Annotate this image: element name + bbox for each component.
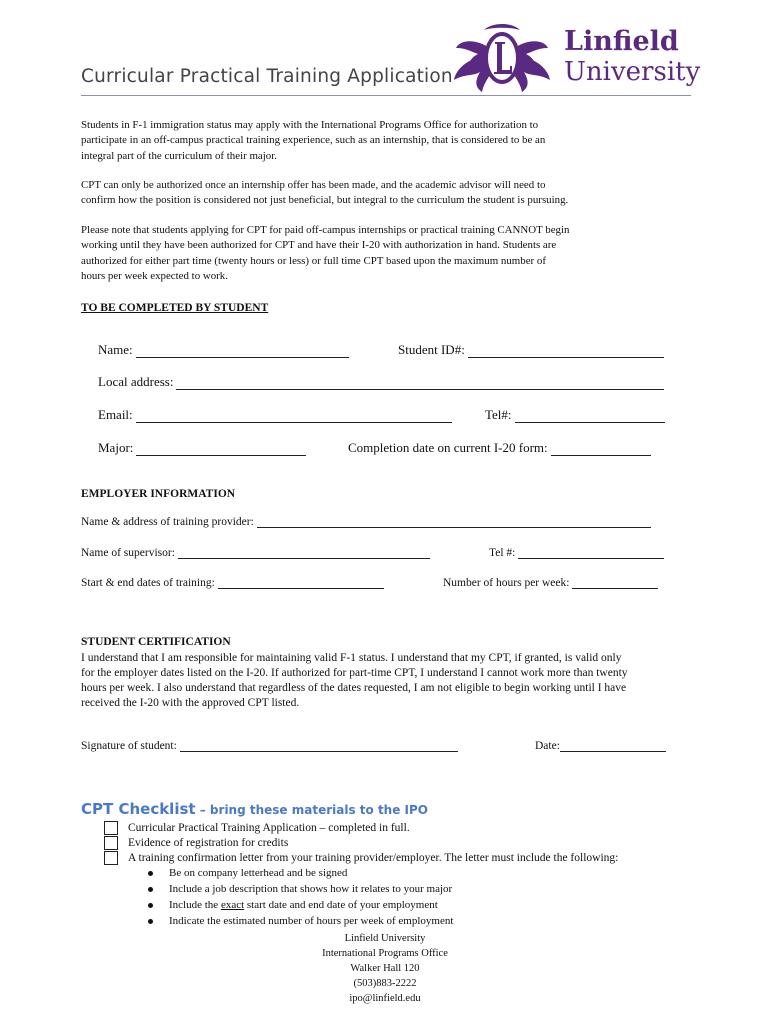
checklist-item-confirmation-letter[interactable]: [104, 850, 618, 865]
requirement-text: [169, 899, 438, 911]
intro-paragraph-1: [81, 118, 681, 164]
requirement-bullet: [148, 881, 452, 897]
bullet-icon: [148, 903, 153, 908]
completion-date-label: Completion date on current I-20 form:: [348, 440, 548, 455]
tel-input-line[interactable]: [515, 411, 665, 423]
checkbox[interactable]: [104, 851, 118, 865]
date-input-line[interactable]: [560, 740, 666, 752]
employer-section-heading: EMPLOYER INFORMATION: [81, 488, 236, 500]
employer-tel-field[interactable]: [489, 547, 664, 559]
local-address-input-line[interactable]: [176, 378, 664, 390]
employer-tel-input-line[interactable]: [518, 547, 664, 559]
requirement-bullet: [148, 865, 347, 881]
intro-line: confirm how the position is considered not just beneficial, but integral to the curriculum the student is pursuing.: [81, 194, 569, 207]
certification-line: hours per week. I also understand that regardless of the dates requested, I am not eligible to begin working until I have: [81, 682, 627, 694]
bullet-icon: [148, 871, 153, 876]
checklist-item-registration[interactable]: [104, 835, 288, 850]
name-field[interactable]: [98, 342, 349, 358]
tel-field[interactable]: [485, 407, 665, 423]
training-dates-input-line[interactable]: [218, 577, 384, 589]
employer-tel-label: Tel #:: [489, 547, 516, 559]
supervisor-label: Name of supervisor:: [81, 547, 175, 559]
supervisor-field[interactable]: [81, 547, 430, 559]
student-id-input-line[interactable]: [468, 346, 664, 358]
major-input-line[interactable]: [136, 444, 306, 456]
local-address-field[interactable]: [98, 374, 664, 390]
email-input-line[interactable]: [136, 411, 452, 423]
checklist-subtitle: – bring these materials to the IPO: [195, 803, 428, 817]
completion-date-field[interactable]: [348, 440, 651, 456]
training-dates-field[interactable]: [81, 577, 384, 589]
certification-line: received the I-20 with the approved CPT listed.: [81, 697, 300, 709]
footer-phone: (503)883-2222: [353, 978, 417, 989]
linfield-logo: [452, 18, 702, 96]
student-id-field[interactable]: [398, 342, 664, 358]
checklist-item-label: Curricular Practical Training Application – completed in full.: [128, 821, 410, 834]
intro-line: hours per week expected to work.: [81, 269, 228, 282]
requirement-text: Include a job description that shows how it relates to your major: [169, 883, 453, 895]
checkbox[interactable]: [104, 836, 118, 850]
intro-line: participate in an off-campus practical training experience, such as an internship, that is considered to be an: [81, 134, 546, 147]
name-label: Name:: [98, 342, 133, 357]
requirement-text: Be on company letterhead and be signed: [169, 867, 348, 879]
requirement-text: Indicate the estimated number of hours per week of employment: [169, 915, 454, 927]
training-provider-input-line[interactable]: [257, 516, 651, 528]
email-field[interactable]: [98, 407, 452, 423]
completion-date-input-line[interactable]: [551, 444, 651, 456]
logo-wordmark-university: University: [564, 57, 701, 87]
requirement-text-part: start date and end date of your employment: [244, 899, 438, 911]
intro-line: Students in F-1 immigration status may apply with the International Programs Office for authorization to: [81, 119, 539, 131]
checkbox[interactable]: [104, 821, 118, 835]
training-provider-label: Name & address of training provider:: [81, 516, 254, 528]
name-input-line[interactable]: [136, 346, 349, 358]
local-address-label: Local address:: [98, 374, 174, 389]
intro-line: CPT can only be authorized once an internship offer has been made, and the academic advisor will need to: [81, 179, 546, 191]
checklist-item-label: Evidence of registration for credits: [128, 836, 289, 849]
training-dates-label: Start & end dates of training:: [81, 577, 215, 589]
signature-field[interactable]: [81, 740, 458, 752]
certification-heading: STUDENT CERTIFICATION: [81, 636, 231, 648]
hours-per-week-input-line[interactable]: [572, 577, 658, 589]
footer-address: Walker Hall 120: [350, 963, 420, 974]
email-label: Email:: [98, 407, 133, 422]
intro-paragraph-3: [81, 223, 681, 284]
certification-line: I understand that I am responsible for maintaining valid F-1 status. I understand that my CPT, if granted, is valid only: [81, 652, 622, 664]
tel-label: Tel#:: [485, 407, 512, 422]
requirement-bullet: [148, 913, 453, 929]
checklist-item-label: A training confirmation letter from your training provider/employer. The letter must include the following:: [128, 851, 619, 864]
intro-line: Please note that students applying for CPT for paid off-campus internships or practical training CANNOT begin: [81, 224, 570, 236]
logo-wordmark-linfield: Linfield: [564, 26, 679, 57]
footer-org: Linfield University: [344, 933, 426, 944]
certification-line: for the employer dates listed on the I-20. If authorized for part-time CPT, I understand I cannot work more than twenty: [81, 667, 628, 679]
student-section-heading: TO BE COMPLETED BY STUDENT: [81, 302, 269, 314]
checklist-title: [81, 799, 428, 818]
intro-line: authorized for either part time (twenty hours or less) or full time CPT based upon the maximum number of: [81, 254, 546, 267]
major-label: Major:: [98, 440, 134, 455]
date-label: Date:: [535, 740, 560, 752]
intro-paragraph-2: [81, 178, 681, 209]
signature-label: Signature of student:: [81, 740, 177, 752]
student-id-label: Student ID#:: [398, 342, 465, 357]
requirement-text-part: Include the: [169, 899, 221, 911]
footer-email-link[interactable]: ipo@linfield.edu: [349, 993, 421, 1004]
hours-per-week-label: Number of hours per week:: [443, 577, 570, 589]
requirement-text-emphasis: exact: [220, 899, 245, 911]
checklist-title-main: CPT Checklist: [81, 800, 196, 818]
intro-line: working until they have been authorized for CPT and have their I-20 with authorization in hand. Students are: [81, 239, 557, 252]
footer-office: International Programs Office: [322, 948, 448, 959]
supervisor-input-line[interactable]: [178, 547, 430, 559]
intro-line: integral part of the curriculum of their major.: [81, 149, 277, 162]
footer-contact: [0, 931, 770, 1006]
date-field[interactable]: [535, 740, 666, 752]
certification-text: [81, 651, 691, 711]
hours-per-week-field[interactable]: [443, 577, 658, 589]
requirement-bullet: [148, 897, 438, 913]
bullet-icon: [148, 919, 153, 924]
training-provider-field[interactable]: [81, 516, 651, 528]
page-title: Curricular Practical Training Application: [81, 66, 453, 87]
signature-input-line[interactable]: [180, 740, 458, 752]
major-field[interactable]: [98, 440, 306, 456]
checklist-item-application[interactable]: [104, 820, 410, 835]
bullet-icon: [148, 887, 153, 892]
